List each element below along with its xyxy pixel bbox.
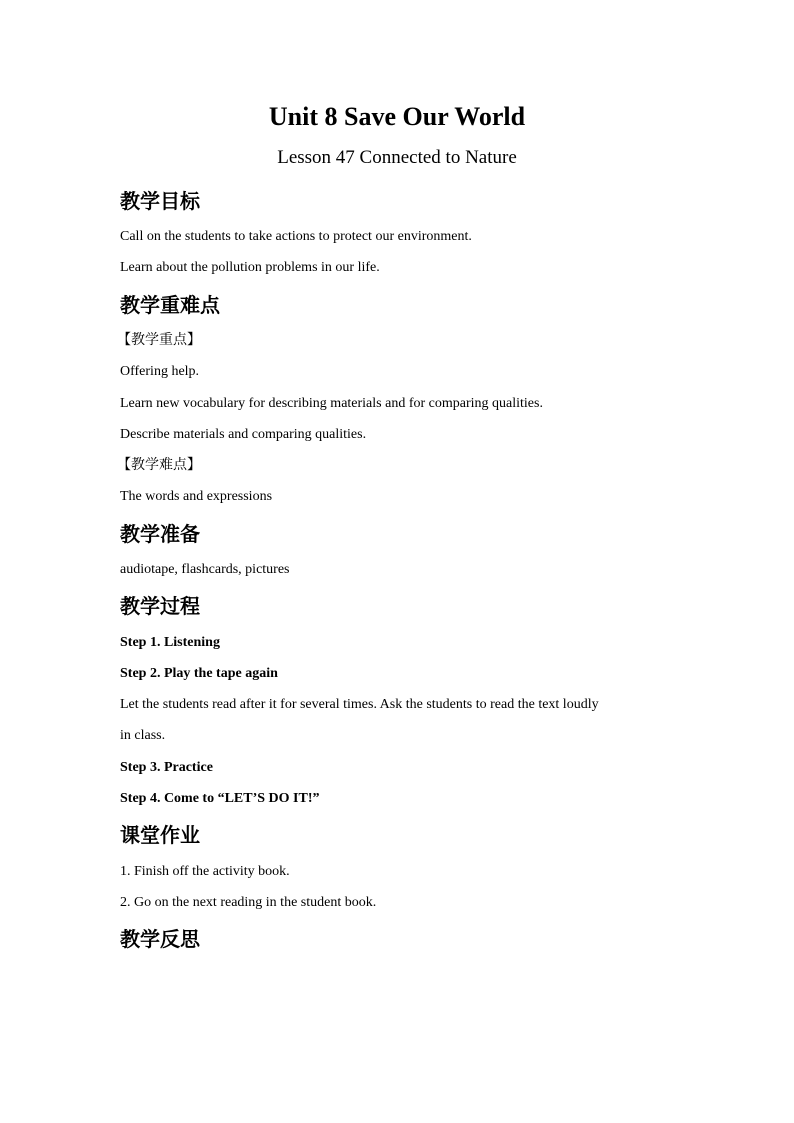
difficulty-line-1: The words and expressions (120, 489, 273, 504)
document-title: Unit 8 Save Our World (268, 102, 526, 131)
difficulty-label: 【教学难点】 (117, 457, 201, 473)
step-1: Step 1. Listening (120, 635, 220, 650)
step-2-text-line-2: in class. (120, 728, 166, 743)
key-points-heading: 教学重难点 (120, 293, 220, 317)
preparation-heading: 教学准备 (120, 522, 200, 546)
step-4: Step 4. Come to “LET’S DO IT!” (120, 791, 320, 806)
process-heading: 教学过程 (120, 594, 200, 618)
preparation-line-1: audiotape, flashcards, pictures (120, 562, 290, 577)
objective-line-1: Call on the students to take actions to protect our environment. (120, 229, 472, 244)
focus-line-3: Describe materials and comparing qualities. (120, 427, 367, 442)
lesson-subtitle: Lesson 47 Connected to Nature (277, 147, 517, 168)
step-3: Step 3. Practice (120, 760, 213, 775)
homework-line-2: 2. Go on the next reading in the student book. (120, 895, 377, 910)
focus-label: 【教学重点】 (117, 332, 201, 348)
step-2-text-line-1: Let the students read after it for several times. Ask the students to read the text loudly (120, 697, 599, 712)
homework-heading: 课堂作业 (120, 823, 200, 847)
objective-line-2: Learn about the pollution problems in our life. (120, 260, 380, 275)
homework-line-1: 1. Finish off the activity book. (120, 864, 290, 879)
reflection-heading: 教学反思 (120, 927, 200, 951)
focus-line-2: Learn new vocabulary for describing materials and for comparing qualities. (120, 396, 543, 411)
focus-line-1: Offering help. (120, 364, 200, 379)
step-2: Step 2. Play the tape again (120, 666, 278, 681)
objectives-heading: 教学目标 (120, 189, 200, 213)
